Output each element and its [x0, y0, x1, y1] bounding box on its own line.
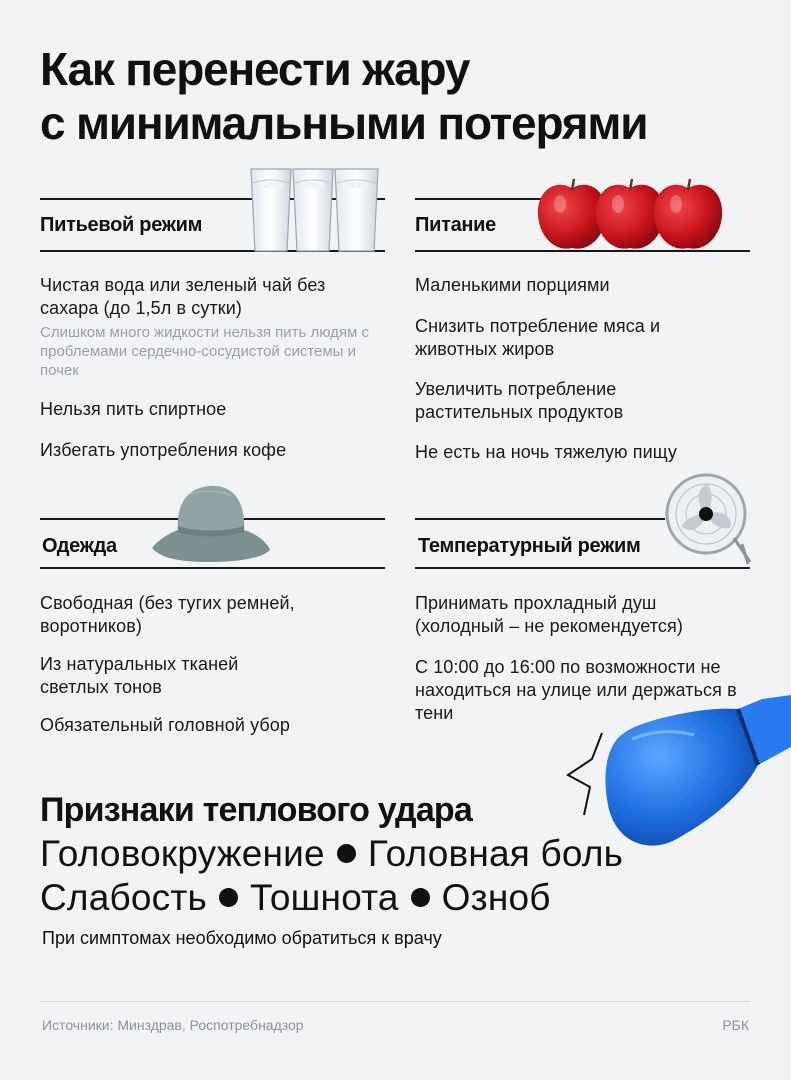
divider: [415, 198, 545, 200]
clothing-item-2: Из натуральных тканей светлых тонов: [40, 654, 239, 697]
clothing-item-1: Свободная (без тугих ремней, воротников): [40, 593, 295, 636]
symptom: Головокружение: [40, 833, 325, 874]
heatstroke-advice: При симптомах необходимо обратиться к врачу: [42, 928, 442, 948]
nutrition-item-2: Снизить потребление мяса и животных жиров: [415, 316, 661, 359]
symptoms-line-1: [40, 832, 623, 876]
drinking-item-3: Избегать употребления кофе: [40, 440, 287, 460]
clothing-item-3: Обязательный головной убор: [40, 715, 291, 735]
symptom: Озноб: [441, 877, 551, 918]
brand-label: РБК: [722, 1017, 749, 1033]
apples-icon: [536, 176, 726, 254]
temperature-item-2: С 10:00 до 16:00 по возможности не находиться на улице или держаться в тени: [415, 657, 737, 723]
nutrition-item-1: Маленькими порциями: [415, 275, 610, 295]
symptoms-line-2: [40, 876, 551, 920]
bullet-dot-icon: [219, 888, 238, 907]
drinking-note: Слишком много жидкости нельзя пить людям с проблемами сердечно-сосудистой системы и почек: [40, 324, 370, 379]
boxing-glove-icon: [562, 695, 791, 865]
footer-divider: [40, 1001, 750, 1002]
title-line-1: Как перенести жару: [40, 43, 470, 95]
symptom: Головная боль: [367, 833, 624, 874]
divider: [415, 518, 665, 520]
water-glasses-icon: [248, 165, 383, 255]
sources-text: Источники: Минздрав, Роспотребнадзор: [42, 1017, 304, 1033]
bullet-dot-icon: [337, 844, 356, 863]
divider: [40, 567, 385, 569]
page-title: [40, 42, 760, 150]
divider: [415, 567, 750, 569]
symptom: Тошнота: [249, 877, 399, 918]
heatstroke-title: Признаки теплового удара: [40, 791, 473, 829]
temperature-item-1: Принимать прохладный душ (холодный – не рекомендуется): [415, 593, 683, 636]
bucket-hat-icon: [150, 482, 272, 564]
electric-fan-icon: [664, 472, 756, 566]
section-heading-drinking: Питьевой режим: [40, 214, 203, 236]
section-heading-nutrition: Питание: [415, 214, 496, 236]
symptom: Слабость: [40, 877, 207, 918]
bullet-dot-icon: [411, 888, 430, 907]
title-line-2: с минимальными потерями: [40, 97, 648, 149]
section-heading-temperature: Температурный режим: [418, 535, 641, 557]
drinking-item-2: Нельзя пить спиртное: [40, 399, 227, 419]
nutrition-item-3: Увеличить потребление растительных продуктов: [415, 379, 624, 422]
drinking-item-1: Чистая вода или зеленый чай без сахара (до 1,5л в сутки): [40, 275, 326, 318]
section-heading-clothing: Одежда: [42, 535, 117, 557]
nutrition-item-4: Не есть на ночь тяжелую пищу: [415, 442, 677, 462]
